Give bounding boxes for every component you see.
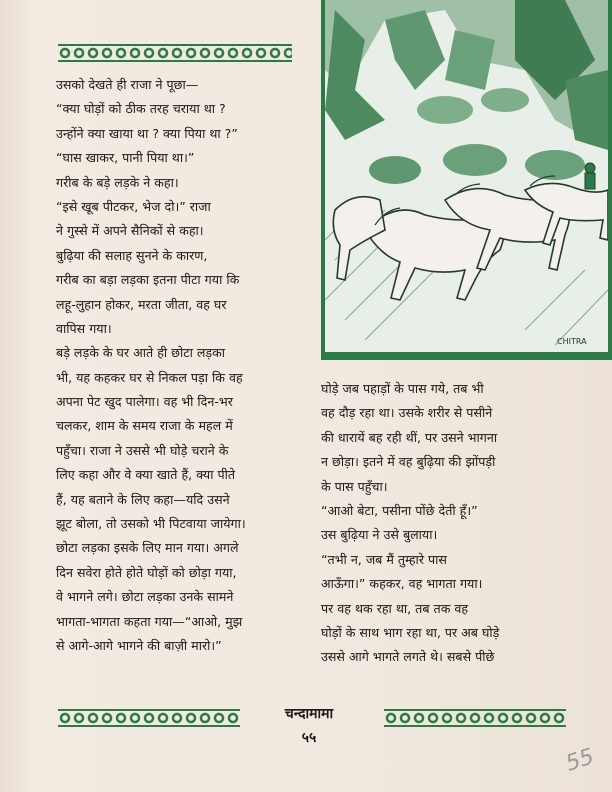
text-line: घोड़े जब पहाड़ों के पास गये, तब भी (321, 381, 484, 396)
text-line: “तभी न, जब मैं तुम्हारे पास (321, 551, 447, 567)
text-line: पर वह थक रहा था, तब तक वह (321, 600, 469, 616)
text-line: वे भागने लगे। छोटा लड़का उनके सामने (56, 589, 234, 605)
text-line: उन्होंने क्या खाया था ? क्या पिया था ?” (56, 125, 238, 141)
text-line: बड़े लड़के के घर आते ही छोटा लड़का (56, 345, 226, 361)
text-line: बुढ़िया की सलाह सुनने के कारण, (56, 247, 208, 263)
text-line: आऊँगा।” कहकर, वह भागता गया। (321, 576, 483, 592)
text-line: छोटा लड़का इसके लिए मान गया। अगले (56, 540, 239, 556)
horses-illustration (325, 0, 608, 352)
text-line: गरीब का बड़ा लड़का इतना पीटा गया कि (56, 272, 240, 288)
text-line: वापिस गया। (56, 320, 112, 336)
bottom-right-ornament-border (384, 709, 566, 727)
text-line: घोड़ों के साथ भाग रहा था, पर अब घोड़े (321, 624, 500, 640)
pencil-page-mark: 55 (562, 744, 598, 777)
text-line: के पास पहुँचा। (321, 478, 388, 494)
top-ornament-border (58, 44, 292, 62)
illustration-horses (321, 0, 612, 360)
text-line: झूट बोला, तो उसको भी पिटवाया जायेगा। (56, 516, 246, 532)
text-line: हैं, यह बताने के लिए कहा—यदि उसने (56, 491, 230, 507)
text-line: से आगे-आगे भागने की बाज़ी मारो।” (56, 637, 222, 653)
text-line: गरीब के बड़े लड़के ने कहा। (56, 174, 179, 190)
text-line: “घास खाकर, पानी पिया था।” (56, 150, 195, 166)
text-line: ने गुस्से में अपने सैनिकों से कहा। (56, 223, 204, 239)
left-text-column (56, 73, 304, 658)
text-line: उस बुढ़िया ने उसे बुलाया। (321, 527, 438, 543)
text-line: “आओ बेटा, पसीना पोंछे देती हूँ।” (321, 502, 478, 518)
text-line: “क्या घोड़ों को ठीक तरह चराया था ? (56, 101, 226, 117)
page-number: ५५ (301, 730, 317, 746)
text-line: अपना पेट खुद पालेगा। वह भी दिन-भर (56, 394, 233, 410)
text-line: न छोड़ा। इतने में वह बुढ़िया की झोंपड़ी (321, 454, 496, 470)
text-line: वह दौड़ रहा था। उसके शरीर से पसीने (321, 405, 493, 421)
text-line: चलकर, शाम के समय राजा के महल में (56, 418, 233, 434)
text-line: भागता-भागता कहता गया—“आओ, मुझ (56, 613, 243, 629)
text-line: लहू-लुहान होकर, मरता जीता, वह घर (56, 296, 227, 312)
text-line: दिन सवेरा होते होते घोड़ों को छोड़ा गया, (56, 564, 237, 580)
text-line: लिए कहा और वे क्या खाते हैं, क्या पीते (56, 467, 236, 483)
text-line: उससे आगे भागते लगते थे। सबसे पीछे (321, 649, 495, 665)
text-line: की धारायें बह रही थीं, पर उसने भागना (321, 429, 498, 445)
text-line: पहुँचा। राजा ने उससे भी घोड़े चराने के (56, 442, 229, 458)
magazine-name: चन्दामामा (284, 706, 334, 722)
right-text-column (321, 377, 571, 670)
bottom-left-ornament-border (58, 709, 240, 727)
text-line: भी, यह कहकर घर से निकल पड़ा कि वह (56, 369, 243, 385)
illustration-signature: CHITRA (557, 337, 587, 346)
text-line: उसको देखते ही राजा ने पूछा— (56, 77, 199, 92)
text-line: “इसे खूब पीटकर, भेज दो।” राजा (56, 198, 211, 214)
